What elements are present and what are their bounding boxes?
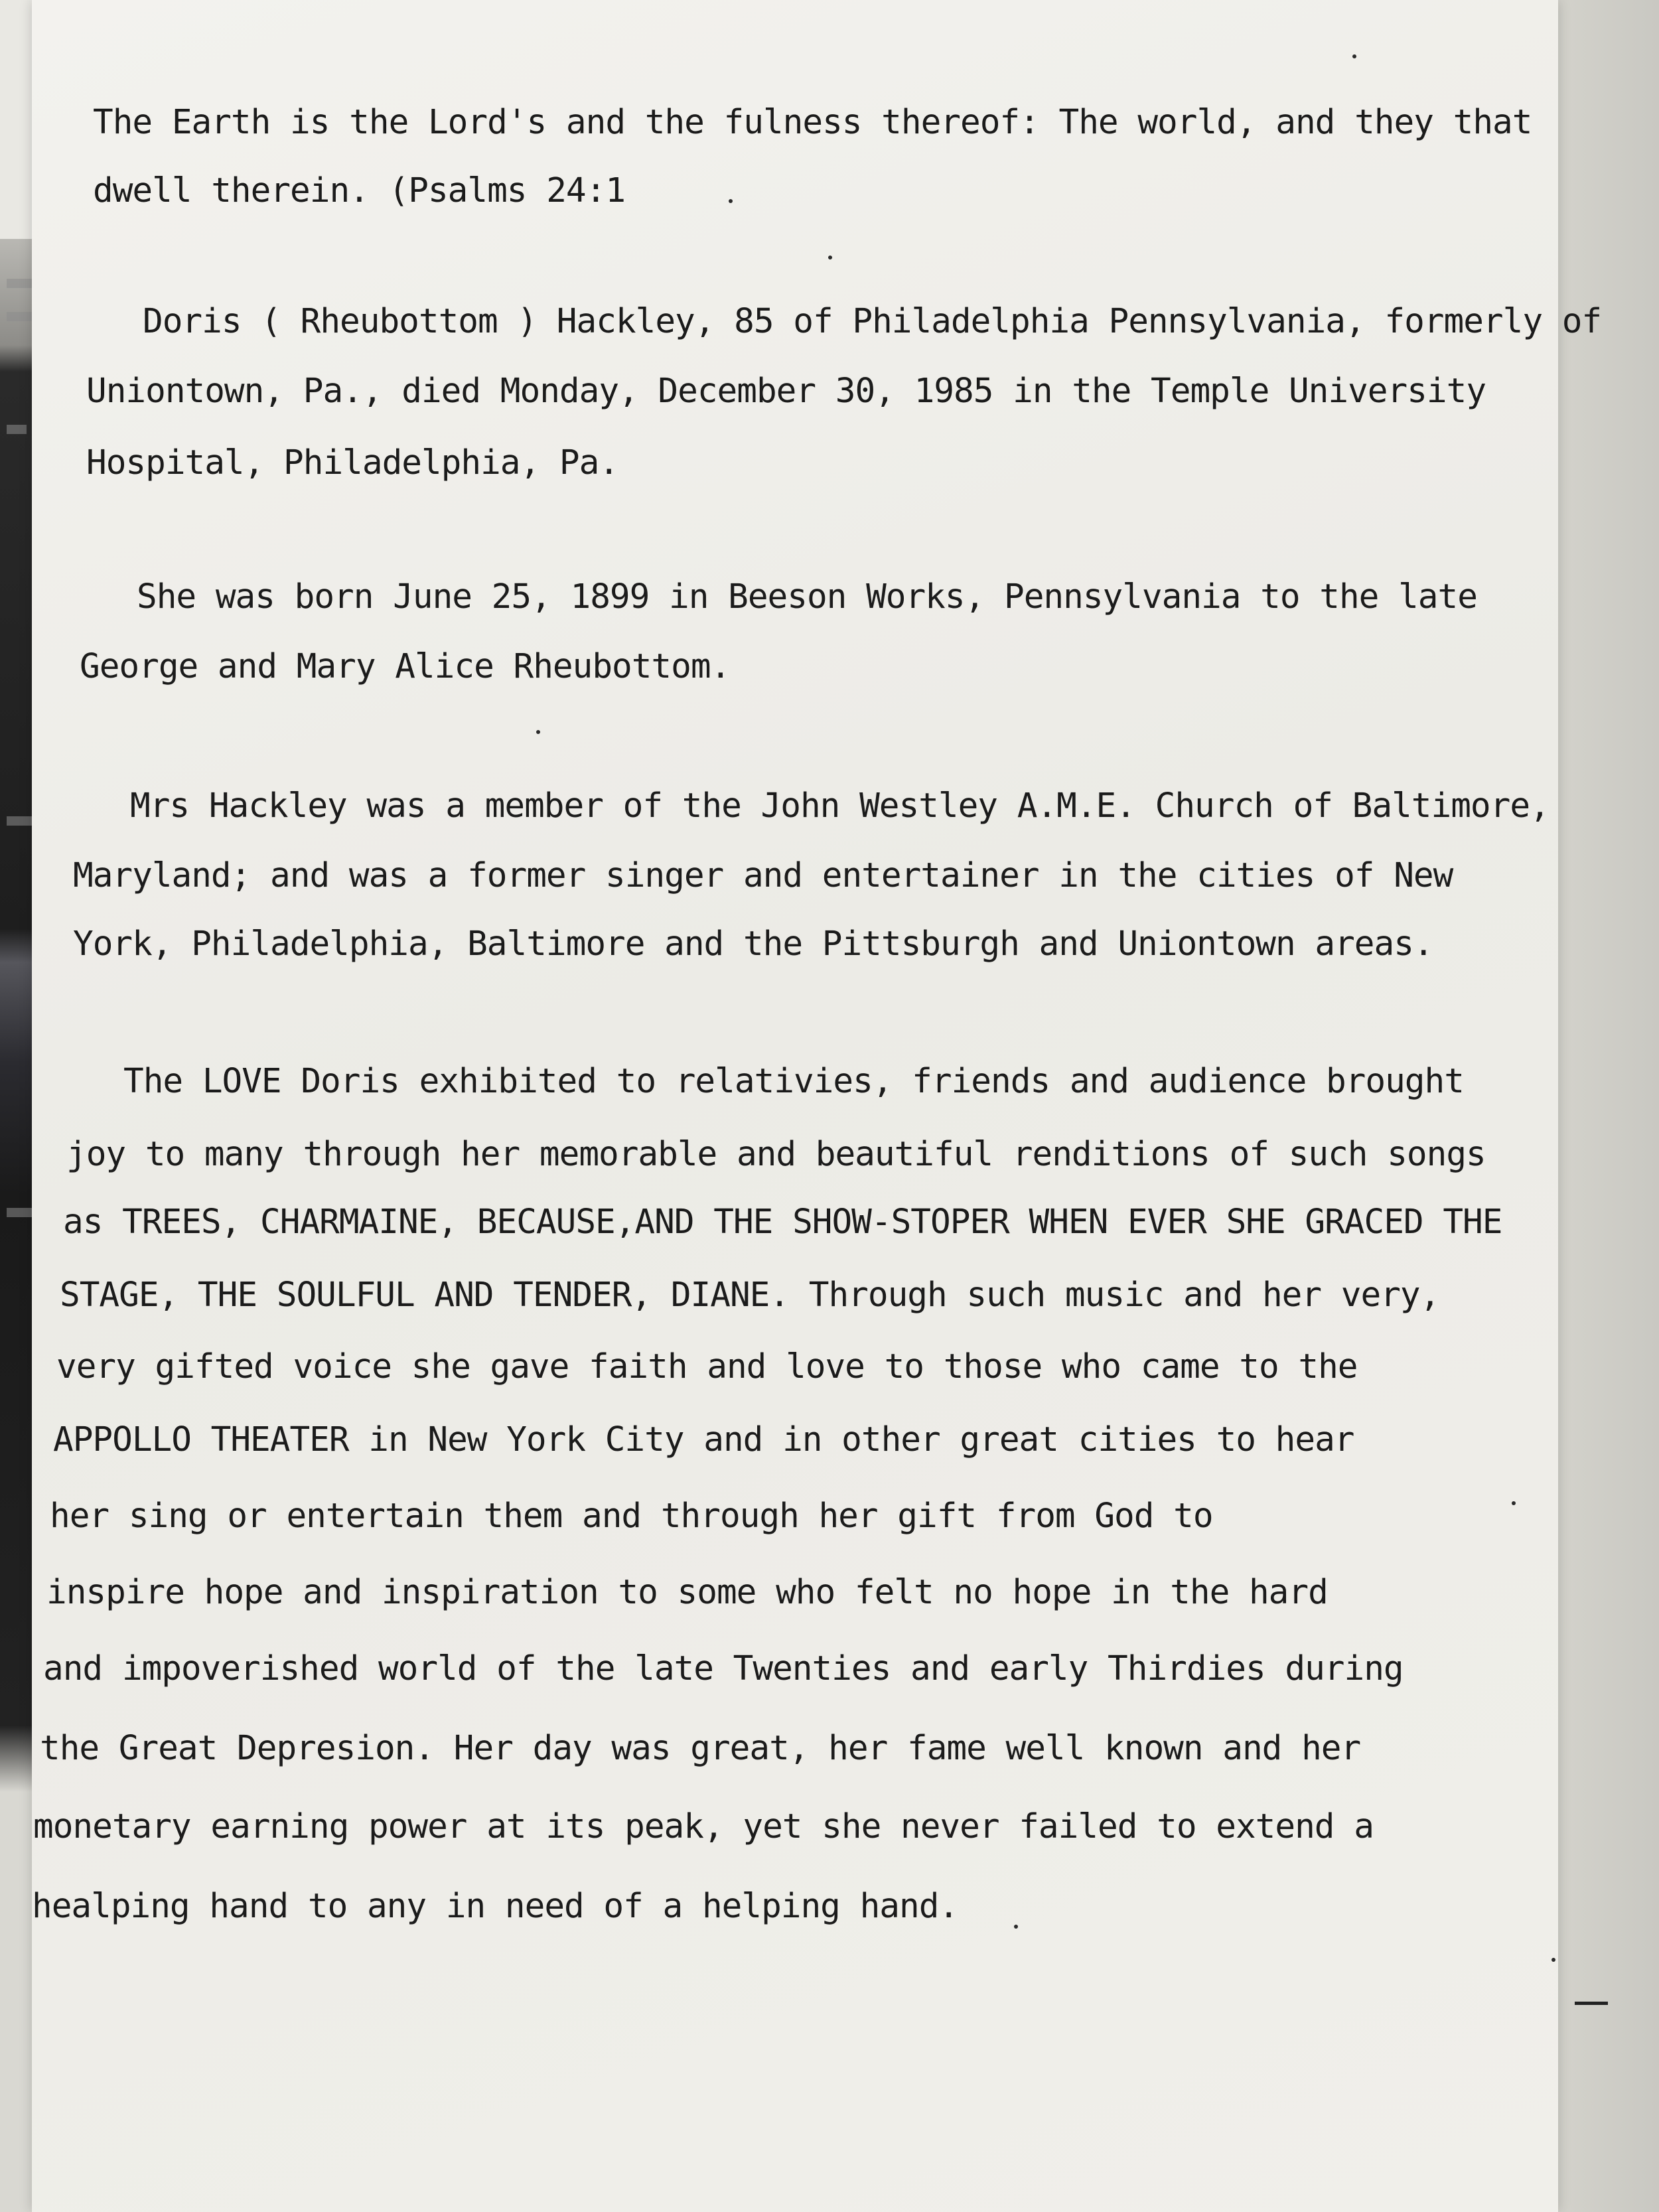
scan-noise xyxy=(7,425,27,434)
scan-speck xyxy=(536,730,540,734)
paragraph-line: her sing or entertain them and through her gift from God to xyxy=(50,1497,1213,1536)
paragraph-line: George and Mary Alice Rheubottom. xyxy=(80,647,731,686)
verse-line: dwell therein. (Psalms 24:1 xyxy=(93,171,626,210)
paragraph-line: She was born June 25, 1899 in Beeson Works, Pennsylvania to the late xyxy=(137,577,1477,617)
obituary-text xyxy=(32,0,1602,2212)
paragraph-line: STAGE, THE SOULFUL AND TENDER, DIANE. Through such music and her very, xyxy=(60,1276,1440,1315)
paragraph-line: Mrs Hackley was a member of the John Westley A.M.E. Church of Baltimore, xyxy=(130,786,1550,826)
scan-speck xyxy=(1014,1925,1018,1929)
paragraph-line: inspire hope and inspiration to some who felt no hope in the hard xyxy=(46,1573,1328,1612)
paragraph-line: the Great Depresion. Her day was great, her fame well known and her xyxy=(40,1729,1361,1768)
document-page xyxy=(32,0,1602,2212)
scan-noise xyxy=(7,312,33,321)
paragraph-line: Doris ( Rheubottom ) Hackley, 85 of Philadelphia Pennsylvania, formerly of xyxy=(143,302,1602,341)
scan-speck xyxy=(1551,1958,1555,1962)
paragraph-line: The LOVE Doris exhibited to relativies, friends and audience brought xyxy=(123,1062,1464,1101)
verse-line: The Earth is the Lord's and the fulness thereof: The world, and they that xyxy=(93,103,1532,142)
paragraph-line: joy to many through her memorable and beautiful renditions of such songs xyxy=(66,1135,1486,1174)
scan-speck xyxy=(1352,54,1356,58)
paragraph-line: APPOLLO THEATER in New York City and in other great cities to hear xyxy=(53,1420,1354,1459)
scan-dash-mark xyxy=(1575,2002,1608,2005)
paragraph-line: as TREES, CHARMAINE, BECAUSE,AND THE SHOW-STOPER WHEN EVER SHE GRACED THE xyxy=(63,1203,1502,1242)
scan-speck xyxy=(828,256,832,259)
paragraph-line: Uniontown, Pa., died Monday, December 30, 1985 in the Temple University xyxy=(86,372,1486,411)
scan-speck xyxy=(729,199,733,203)
paragraph-line: very gifted voice she gave faith and love to those who came to the xyxy=(56,1347,1358,1386)
scan-speck xyxy=(1512,1501,1516,1505)
paragraph-line: monetary earning power at its peak, yet she never failed to extend a xyxy=(33,1807,1374,1846)
paragraph-line: Maryland; and was a former singer and entertainer in the cities of New xyxy=(73,856,1453,895)
paragraph-line: Hospital, Philadelphia, Pa. xyxy=(86,443,619,482)
paragraph-line: York, Philadelphia, Baltimore and the Pittsburgh and Uniontown areas. xyxy=(73,924,1433,964)
paragraph-line: and impoverished world of the late Twenties and early Thirdies during xyxy=(43,1649,1404,1688)
paragraph-line: healping hand to any in need of a helping hand. xyxy=(32,1887,959,1926)
